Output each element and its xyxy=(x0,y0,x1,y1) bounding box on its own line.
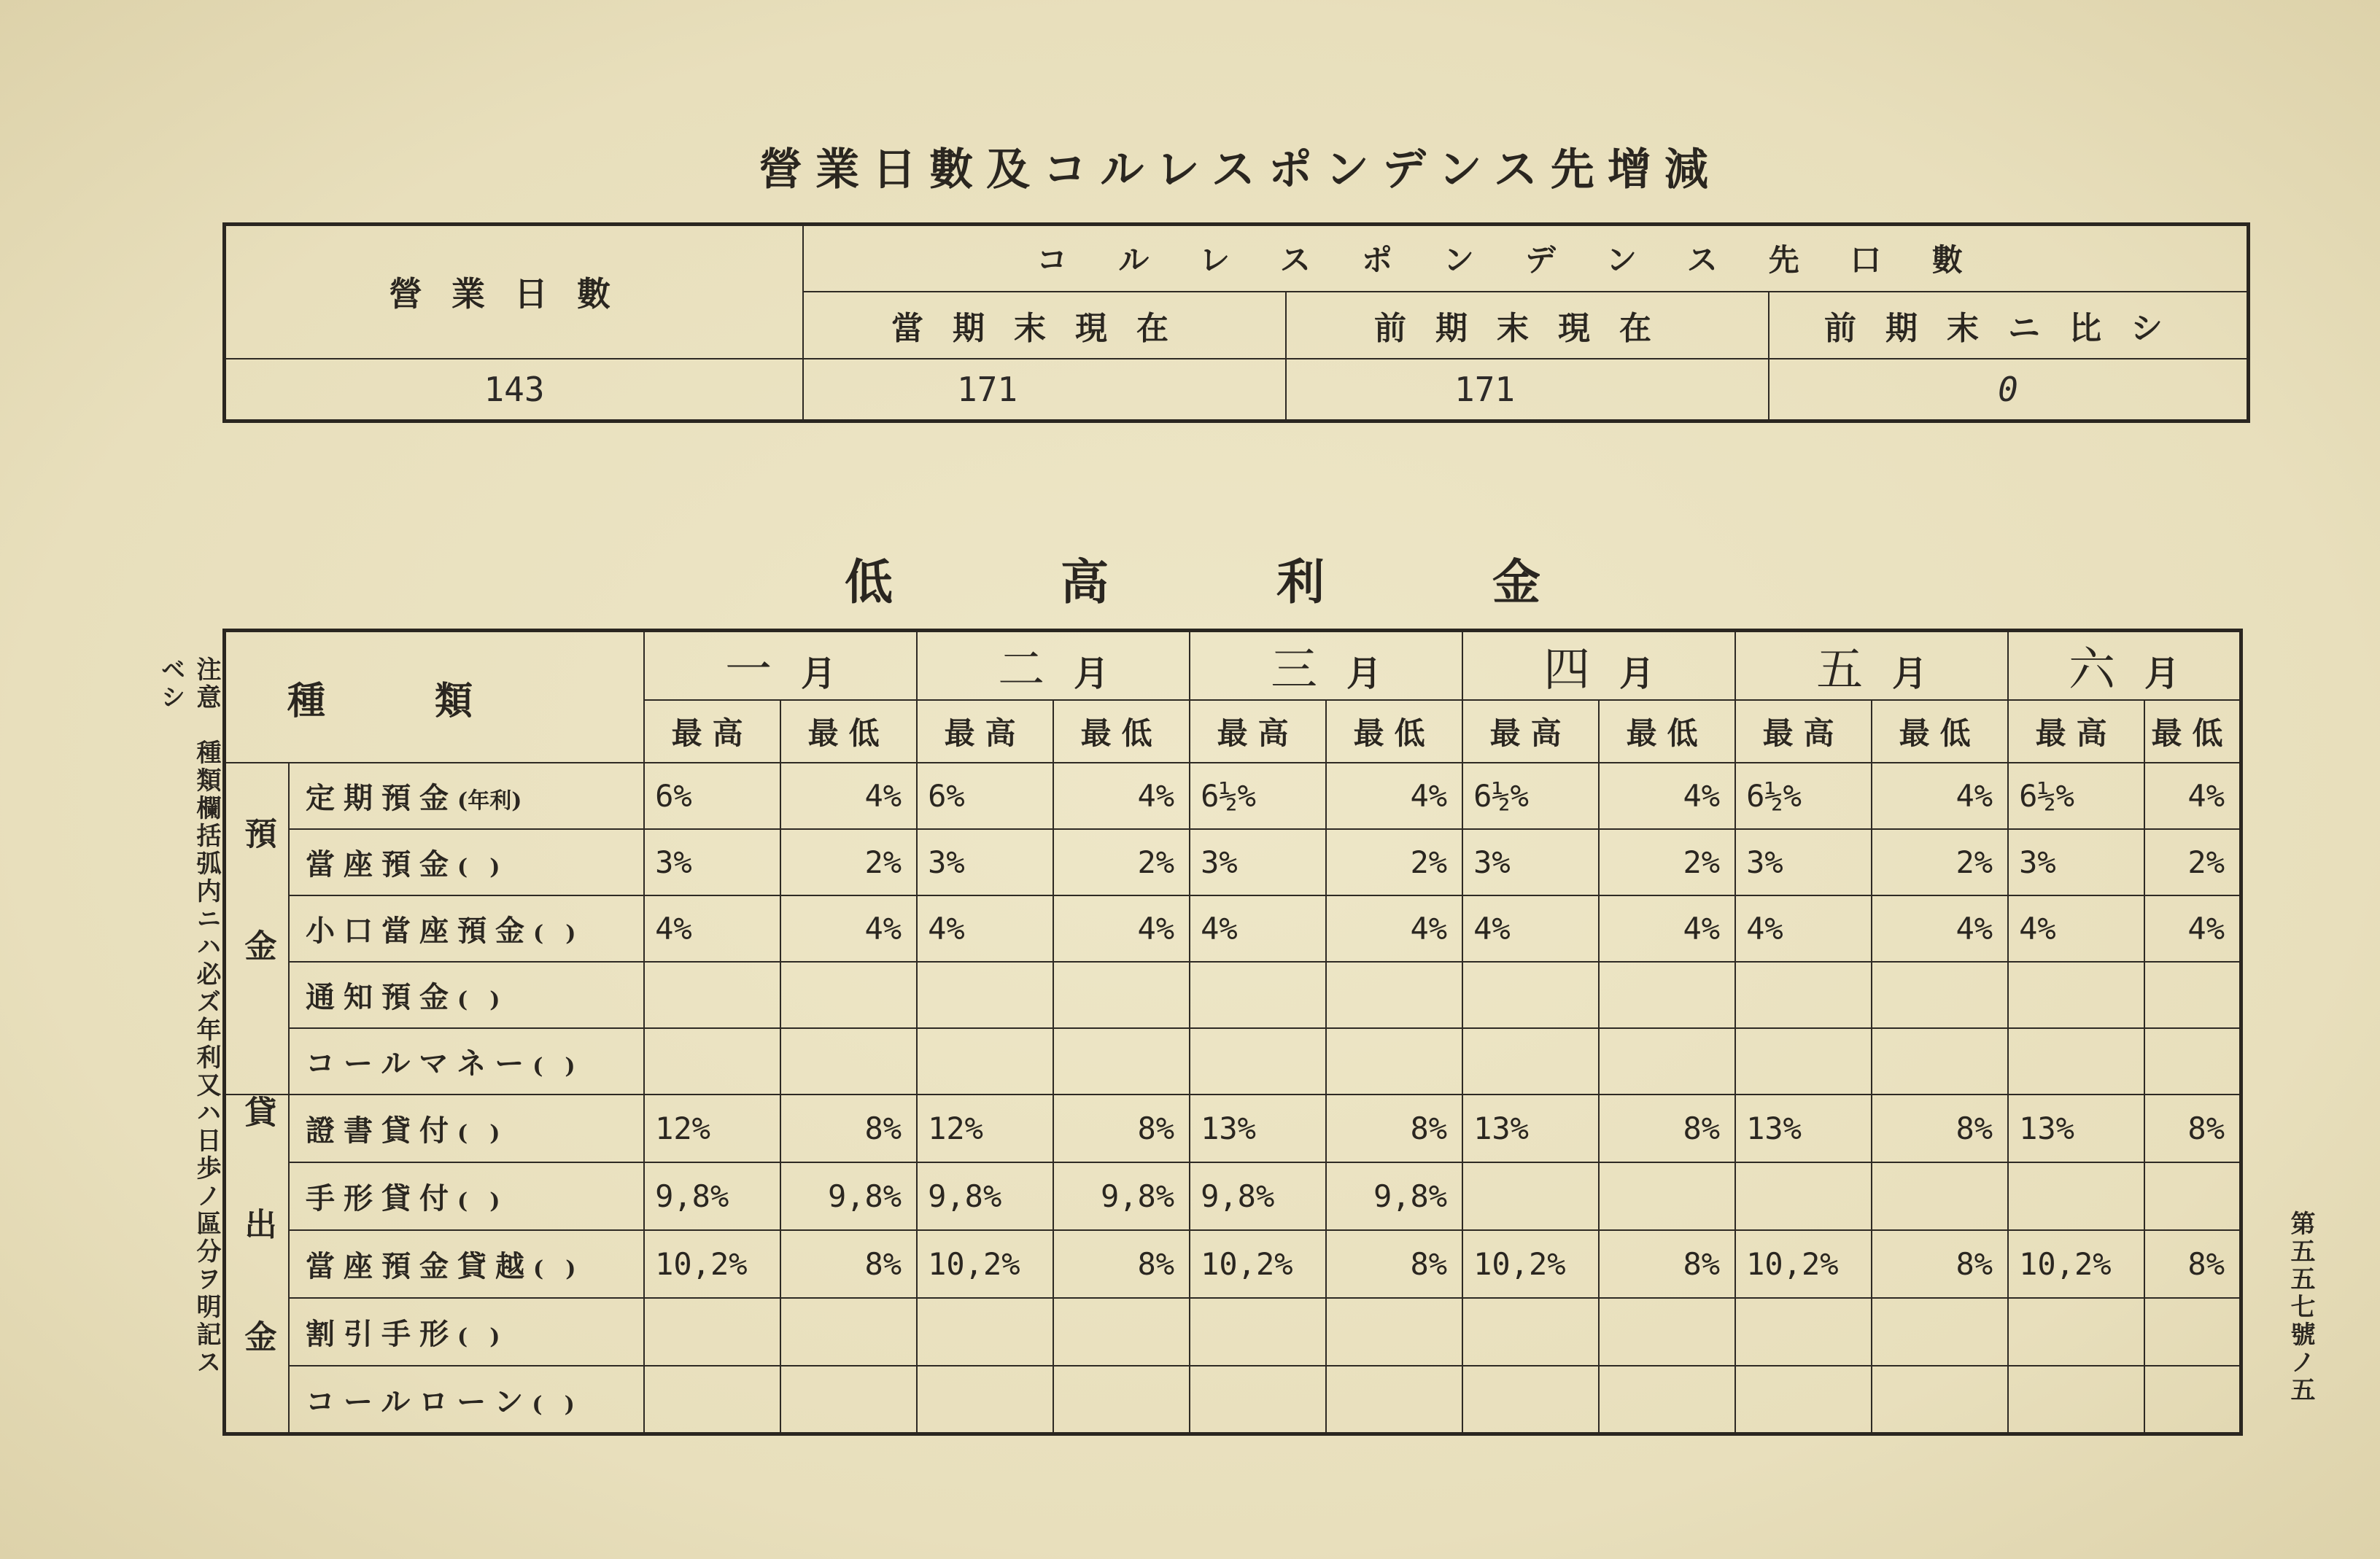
rate-item-label xyxy=(289,1095,644,1162)
rate-cell xyxy=(2144,1028,2241,1095)
rate-item-note: ( ) xyxy=(457,987,500,1013)
rate-cell: 8% xyxy=(1326,1230,1462,1298)
rate-cell xyxy=(1053,1366,1190,1434)
rate-cell: 3% xyxy=(1190,829,1326,895)
rate-cell: 4% xyxy=(644,895,780,962)
month-1-label: 月 xyxy=(801,653,837,694)
month-5-header xyxy=(1735,631,2008,701)
comparison-value: 0 xyxy=(1769,359,2249,421)
rate-cell: 2% xyxy=(2144,829,2241,895)
rate-cell xyxy=(1872,1162,2008,1230)
rate-cell xyxy=(644,962,780,1028)
rate-cell xyxy=(1053,1298,1190,1366)
rate-cell xyxy=(1190,1366,1326,1434)
rate-cell: 4% xyxy=(1872,895,2008,962)
month-2-numeral: 二 xyxy=(998,643,1045,697)
rate-item-name: 當座預金貸越 xyxy=(306,1249,533,1284)
rate-cell: 8% xyxy=(2144,1230,2241,1298)
rate-cell xyxy=(917,1366,1053,1434)
rate-cell xyxy=(1190,1028,1326,1095)
rate-cell: 9,8% xyxy=(1190,1162,1326,1230)
rate-cell xyxy=(1326,1366,1462,1434)
rate-cell: 8% xyxy=(1326,1095,1462,1162)
rates-title: 低高利金 xyxy=(845,553,1708,610)
rate-cell xyxy=(1462,1162,1599,1230)
rate-item-name: 證書貸付 xyxy=(306,1113,457,1148)
rate-cell: 9,8% xyxy=(917,1162,1053,1230)
rate-cell xyxy=(1599,1298,1735,1366)
rate-cell: 8% xyxy=(1872,1230,2008,1298)
rate-cell: 4% xyxy=(1599,895,1735,962)
comparison-header: 前期末ニ比シ xyxy=(1769,292,2249,359)
rate-cell: 6½% xyxy=(1735,763,1872,829)
rate-cell xyxy=(1053,1028,1190,1095)
rate-cell xyxy=(2008,1162,2144,1230)
rate-item-label xyxy=(289,1366,644,1434)
rate-cell xyxy=(2008,1366,2144,1434)
rate-cell xyxy=(1872,962,2008,1028)
rate-cell: 4% xyxy=(1735,895,1872,962)
month-2-header xyxy=(917,631,1190,701)
rate-row xyxy=(225,1298,2241,1366)
rate-item-label xyxy=(289,763,644,829)
previous-period-value: 171 xyxy=(1286,359,1769,421)
rate-cell xyxy=(1735,1366,1872,1434)
rate-cell: 6½% xyxy=(1462,763,1599,829)
rate-cell xyxy=(1462,962,1599,1028)
rate-item-label xyxy=(289,1162,644,1230)
business-days-value: 143 xyxy=(225,359,804,421)
rate-cell xyxy=(2144,1298,2241,1366)
rate-cell xyxy=(1872,1298,2008,1366)
month-4-header xyxy=(1462,631,1735,701)
rate-cell xyxy=(644,1028,780,1095)
business-days-table xyxy=(222,222,2250,423)
rate-item-label xyxy=(289,829,644,895)
month-4-numeral: 四 xyxy=(1543,643,1591,697)
rate-cell xyxy=(1326,1028,1462,1095)
rate-cell: 4% xyxy=(2144,895,2241,962)
rate-item-note: ( ) xyxy=(457,1189,500,1215)
rate-cell: 13% xyxy=(1735,1095,1872,1162)
rate-item-note: ( ) xyxy=(532,1054,575,1079)
rate-cell xyxy=(1599,962,1735,1028)
rate-row xyxy=(225,962,2241,1028)
rate-cell xyxy=(1190,1298,1326,1366)
rate-cell: 13% xyxy=(1190,1095,1326,1162)
rate-cell: 12% xyxy=(644,1095,780,1162)
rate-item-label xyxy=(289,1298,644,1366)
page-title: 營業日數及コルレスポンデンス先增減 xyxy=(759,144,1721,195)
rate-cell: 2% xyxy=(1053,829,1190,895)
month-5-numeral: 五 xyxy=(1816,643,1864,697)
rate-cell xyxy=(1599,1366,1735,1434)
rate-cell: 4% xyxy=(1599,763,1735,829)
month-3-high-header: 最高 xyxy=(1190,700,1326,763)
kind-header: 種類 xyxy=(225,631,645,763)
month-1-low-header: 最低 xyxy=(780,700,917,763)
month-4-high-header: 最高 xyxy=(1462,700,1599,763)
rate-cell: 4% xyxy=(1190,895,1326,962)
rate-cell: 8% xyxy=(1872,1095,2008,1162)
rate-item-name: 定期預金 xyxy=(306,781,457,815)
month-5-high-header: 最高 xyxy=(1735,700,1872,763)
deposit-category: 預金 xyxy=(225,763,290,1095)
month-3-numeral: 三 xyxy=(1271,643,1318,697)
rate-item-note: ( ) xyxy=(533,1256,576,1283)
rate-cell: 13% xyxy=(1462,1095,1599,1162)
rate-cell: 10,2% xyxy=(2008,1230,2144,1298)
rate-cell: 3% xyxy=(917,829,1053,895)
month-4-label: 月 xyxy=(1619,653,1655,694)
rate-cell xyxy=(1599,1028,1735,1095)
rate-cell: 3% xyxy=(2008,829,2144,895)
left-margin-note: 注意 種類欄括弧内ニハ必ズ年利又ハ日歩ノ區分ヲ明記スベシ xyxy=(156,656,221,1377)
rate-cell: 4% xyxy=(1872,763,2008,829)
month-6-high-header: 最高 xyxy=(2008,700,2144,763)
month-5-label: 月 xyxy=(1892,653,1928,694)
month-6-header xyxy=(2008,631,2241,701)
month-6-label: 月 xyxy=(2144,653,2180,694)
rate-cell: 3% xyxy=(644,829,780,895)
rate-cell xyxy=(1599,1162,1735,1230)
rate-row xyxy=(225,1162,2241,1230)
rate-cell xyxy=(1053,962,1190,1028)
rate-cell: 6½% xyxy=(1190,763,1326,829)
rate-cell xyxy=(1462,1028,1599,1095)
current-period-value: 171 xyxy=(803,359,1286,421)
rate-cell xyxy=(1326,962,1462,1028)
rate-cell: 4% xyxy=(2008,895,2144,962)
rate-row xyxy=(225,1366,2241,1434)
rate-cell xyxy=(2008,1298,2144,1366)
interest-rate-table xyxy=(222,629,2243,1436)
rate-cell xyxy=(644,1298,780,1366)
rate-row xyxy=(225,1095,2241,1162)
rate-cell xyxy=(780,1298,917,1366)
rate-cell: 4% xyxy=(780,763,917,829)
rate-cell: 9,8% xyxy=(1326,1162,1462,1230)
rate-cell xyxy=(917,962,1053,1028)
rate-cell xyxy=(1462,1298,1599,1366)
rate-cell xyxy=(2144,1162,2241,1230)
month-6-low-header: 最低 xyxy=(2144,700,2241,763)
month-1-high-header: 最高 xyxy=(644,700,780,763)
rate-item-name: 當座預金 xyxy=(306,847,457,882)
business-days-header: 營業日數 xyxy=(225,225,804,359)
rate-cell: 4% xyxy=(1053,895,1190,962)
rate-cell: 4% xyxy=(2144,763,2241,829)
rate-cell xyxy=(1326,1298,1462,1366)
rate-item-name: コールマネー xyxy=(306,1046,533,1081)
correspondent-count-header: コルレスポンデンス先口數 xyxy=(803,225,2249,292)
rate-cell xyxy=(780,1366,917,1434)
month-1-numeral: 一 xyxy=(725,643,772,697)
rate-row xyxy=(225,763,2241,829)
rate-item-name: 小口當座預金 xyxy=(306,914,533,948)
rate-cell: 4% xyxy=(780,895,917,962)
rate-cell: 10,2% xyxy=(917,1230,1053,1298)
rate-item-name: 割引手形 xyxy=(306,1317,457,1352)
rate-cell: 9,8% xyxy=(1053,1162,1190,1230)
month-1-header xyxy=(644,631,917,701)
rate-item-label xyxy=(289,1230,644,1298)
rate-cell: 8% xyxy=(2144,1095,2241,1162)
rate-item-note: (年利) xyxy=(457,788,522,814)
month-2-high-header: 最高 xyxy=(917,700,1053,763)
rate-item-name: 通知預金 xyxy=(306,980,457,1014)
rate-cell: 13% xyxy=(2008,1095,2144,1162)
rate-row xyxy=(225,1230,2241,1298)
rate-cell xyxy=(917,1298,1053,1366)
previous-period-header: 前期末現在 xyxy=(1286,292,1769,359)
rate-cell: 12% xyxy=(917,1095,1053,1162)
rate-row xyxy=(225,1028,2241,1095)
rate-cell: 10,2% xyxy=(1462,1230,1599,1298)
month-6-numeral: 六 xyxy=(2069,643,2116,697)
rate-cell: 4% xyxy=(1326,763,1462,829)
rate-cell: 4% xyxy=(1462,895,1599,962)
rate-cell: 3% xyxy=(1462,829,1599,895)
rate-rows xyxy=(225,763,2241,1434)
current-period-header: 當期末現在 xyxy=(803,292,1286,359)
rate-cell xyxy=(2144,962,2241,1028)
rate-cell xyxy=(1735,1162,1872,1230)
month-3-low-header: 最低 xyxy=(1326,700,1462,763)
rate-cell: 2% xyxy=(780,829,917,895)
month-3-label: 月 xyxy=(1346,653,1382,694)
rate-cell: 10,2% xyxy=(1190,1230,1326,1298)
rate-cell xyxy=(1872,1366,2008,1434)
rate-row xyxy=(225,829,2241,895)
rate-item-name: コールローン xyxy=(306,1384,532,1419)
rate-cell xyxy=(1462,1366,1599,1434)
rate-cell xyxy=(780,1028,917,1095)
rate-cell: 3% xyxy=(1735,829,1872,895)
rate-cell: 4% xyxy=(1053,763,1190,829)
rate-item-note: ( ) xyxy=(532,1391,575,1418)
rate-item-note: ( ) xyxy=(457,855,500,880)
rate-cell: 9,8% xyxy=(644,1162,780,1230)
month-2-label: 月 xyxy=(1074,653,1109,694)
rate-cell: 8% xyxy=(1053,1230,1190,1298)
rate-cell: 6% xyxy=(917,763,1053,829)
rate-item-note: ( ) xyxy=(533,921,576,946)
rate-cell: 6½% xyxy=(2008,763,2144,829)
month-2-low-header: 最低 xyxy=(1053,700,1190,763)
rate-cell: 2% xyxy=(1872,829,2008,895)
rate-cell xyxy=(1872,1028,2008,1095)
right-margin-label: 第五五七號ノ五 xyxy=(2286,1210,2315,1404)
rate-item-note: ( ) xyxy=(457,1324,500,1350)
rate-cell xyxy=(644,1366,780,1434)
rate-cell: 8% xyxy=(1053,1095,1190,1162)
rate-row xyxy=(225,895,2241,962)
rate-cell xyxy=(2144,1366,2241,1434)
rate-cell: 8% xyxy=(1599,1095,1735,1162)
month-4-low-header: 最低 xyxy=(1599,700,1735,763)
rate-item-label xyxy=(289,962,644,1028)
rate-cell: 6% xyxy=(644,763,780,829)
rate-cell: 4% xyxy=(917,895,1053,962)
rate-cell: 10,2% xyxy=(1735,1230,1872,1298)
rate-cell xyxy=(1735,962,1872,1028)
rate-cell xyxy=(2008,962,2144,1028)
rate-cell: 2% xyxy=(1326,829,1462,895)
rate-cell: 2% xyxy=(1599,829,1735,895)
month-3-header xyxy=(1190,631,1462,701)
rate-cell xyxy=(1190,962,1326,1028)
rate-item-name: 手形貸付 xyxy=(306,1181,457,1216)
rate-cell: 8% xyxy=(780,1230,917,1298)
rate-item-note: ( ) xyxy=(457,1121,500,1147)
rate-item-label xyxy=(289,895,644,962)
loan-category: 貸出金 xyxy=(225,1095,290,1434)
rate-cell: 10,2% xyxy=(644,1230,780,1298)
rate-cell: 8% xyxy=(780,1095,917,1162)
rate-cell: 4% xyxy=(1326,895,1462,962)
rate-cell: 9,8% xyxy=(780,1162,917,1230)
rate-cell xyxy=(2008,1028,2144,1095)
rate-cell xyxy=(1735,1028,1872,1095)
month-5-low-header: 最低 xyxy=(1872,700,2008,763)
rate-cell xyxy=(780,962,917,1028)
rate-cell xyxy=(917,1028,1053,1095)
rate-item-label xyxy=(289,1028,644,1095)
rate-cell xyxy=(1735,1298,1872,1366)
rate-cell: 8% xyxy=(1599,1230,1735,1298)
